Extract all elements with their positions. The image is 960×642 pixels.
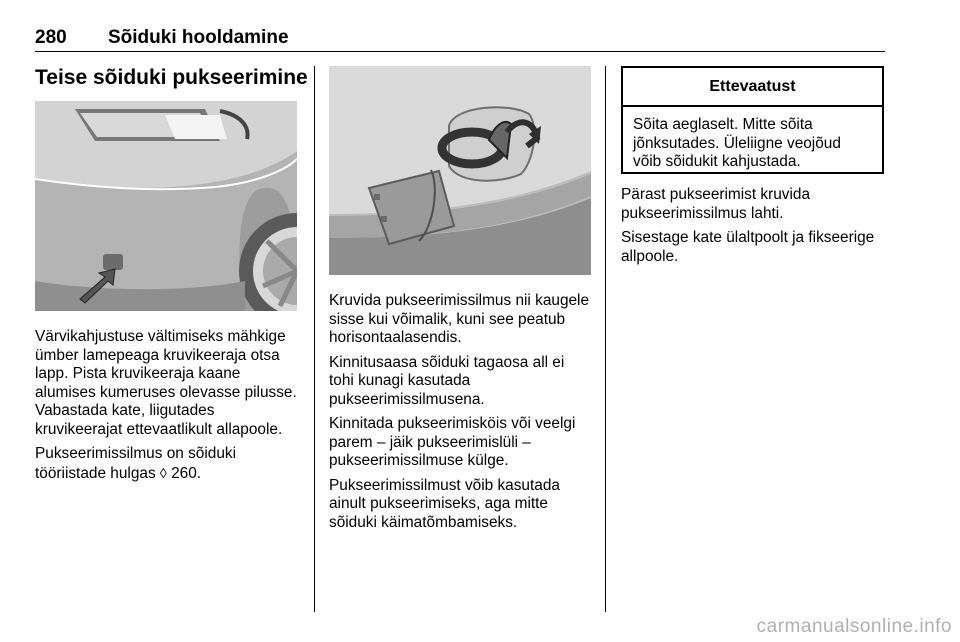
instruction-paragraph: Kruvida pukseerimissilmus nii kaugele sisse kui võimalik, kuni see peatub horisontaalasendis. [329, 292, 590, 346]
tow-eye-installation-figure [329, 66, 591, 275]
column-3-text [621, 186, 889, 272]
instruction-paragraph: Kinnitusaasa sõiduki tagaosa all ei tohi kunagi kasutada pukseerimissilmusena. [329, 353, 565, 408]
page-header [35, 27, 885, 49]
instruction-paragraph: Pärast pukseerimist kruvida pukseerimissilmus lahti. [621, 186, 811, 222]
page-reference-arrow-icon: ◊ [159, 464, 167, 481]
caution-text: Sõita aeglaselt. Mitte sõita jõnksutades. Üleliigne veojõud võib sõidukit kahjustada. [633, 116, 841, 170]
column-divider [314, 66, 315, 612]
section-title: Teise sõiduki pukseerimine [35, 66, 308, 89]
instruction-paragraph: Sisestage kate ülaltpoolt ja fikseerige allpoole. [621, 229, 875, 265]
car-rear-tow-cover-figure [35, 101, 297, 311]
reference-text: Pukseerimissilmus on sõiduki tööriistade hulgas [35, 445, 237, 482]
instruction-paragraph: Kinnitada pukseerimisköis või veelgi parem – jäik pukseerimislüli – pukseerimissilmuse külge. [329, 415, 576, 469]
header-divider [35, 51, 885, 52]
caution-box [621, 66, 884, 174]
page-reference-link[interactable]: 260. [171, 464, 202, 482]
column-1-text [35, 328, 303, 489]
page-number: 280 [35, 27, 67, 48]
caution-title: Ettevaatust [623, 68, 882, 107]
instruction-paragraph: Värvikahjustuse vältimiseks mähkige ümber lamepeaga kruvikeeraja otsa lapp. Pista kruvikeeraja kaane alumises kumeruses olevasse pilusse. Vabastada kate, liigutades kruvikeerajat ettevaatlikult allapoole. [35, 328, 297, 438]
column-2-text [329, 292, 593, 538]
chapter-title: Sõiduki hooldamine [108, 27, 289, 48]
column-divider [605, 66, 606, 612]
reference-paragraph [35, 445, 303, 483]
watermark: carmanualsonline.info [756, 616, 952, 637]
instruction-paragraph: Pukseerimissilmust võib kasutada ainult pukseerimiseks, aga mitte sõiduki käimatõmbamiseks. [329, 476, 560, 531]
